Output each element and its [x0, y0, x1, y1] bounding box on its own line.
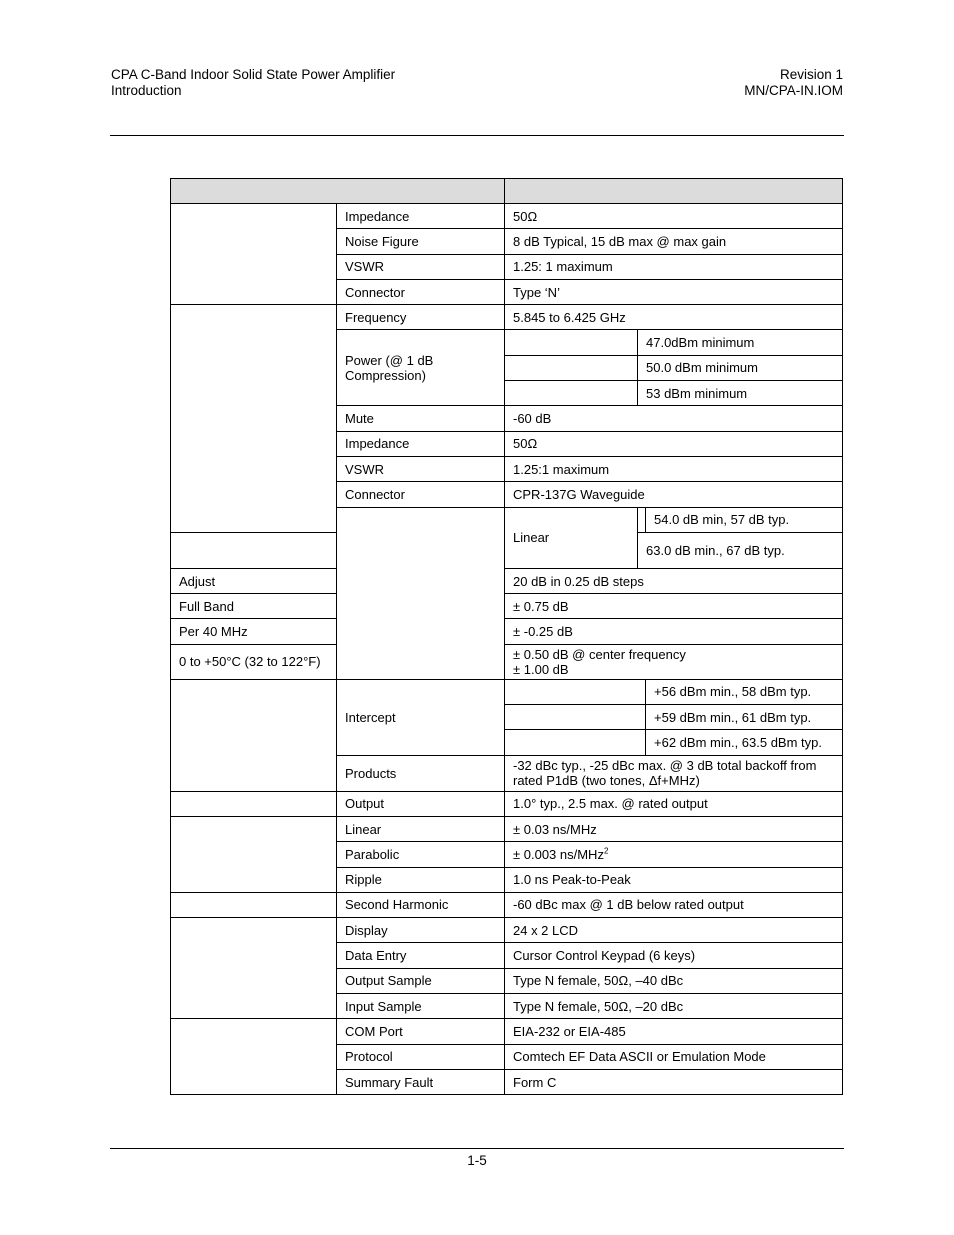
model-cell	[171, 532, 337, 568]
superscript: 2	[603, 846, 609, 856]
param-value: CPR-137G Waveguide	[505, 482, 843, 507]
table-row	[171, 204, 843, 229]
running-header-right	[744, 67, 843, 99]
model-cell	[505, 355, 638, 380]
group-cell-front-panel	[171, 918, 337, 1019]
param-label: Summary Fault	[337, 1069, 505, 1094]
param-value: EIA-232 or EIA-485	[505, 1019, 843, 1044]
table-row	[171, 619, 843, 644]
group-cell-delay	[171, 816, 337, 892]
value-line: rated P1dB (two tones, Δf+MHz)	[513, 773, 700, 789]
param-label: Connector	[337, 482, 505, 507]
param-value	[505, 842, 843, 867]
param-value: 50Ω	[505, 204, 843, 229]
model-cell	[505, 730, 646, 755]
model-cell	[638, 507, 646, 532]
param-value: 1.25: 1 maximum	[505, 254, 843, 279]
table-row	[171, 679, 843, 704]
table-row	[171, 1019, 843, 1044]
header-rule	[110, 135, 844, 136]
param-label: Data Entry	[337, 943, 505, 968]
param-label: Products	[337, 755, 505, 791]
table-row	[171, 305, 843, 330]
header-cell-parameter	[171, 179, 505, 204]
param-value: 20 dB in 0.25 dB steps	[505, 568, 843, 593]
param-value	[505, 644, 843, 679]
param-value: 47.0dBm minimum	[638, 330, 843, 355]
param-label: Connector	[337, 279, 505, 304]
group-cell-harmonics	[171, 892, 337, 917]
param-label: Power (@ 1 dB Compression)	[337, 330, 505, 406]
param-label: Output Sample	[337, 968, 505, 993]
param-value: 1.0° typ., 2.5 max. @ rated output	[505, 791, 843, 816]
value-line: -32 dBc typ., -25 dBc max. @ 3 dB total backoff from	[513, 758, 817, 774]
param-value: 5.845 to 6.425 GHz	[505, 305, 843, 330]
param-label: Linear	[337, 816, 505, 841]
table-row	[171, 816, 843, 841]
param-value: -60 dB	[505, 406, 843, 431]
param-value: 8 dB Typical, 15 dB max @ max gain	[505, 229, 843, 254]
table-header-row	[171, 179, 843, 204]
table-row	[171, 568, 843, 593]
header-cell-specification	[505, 179, 843, 204]
param-value: ± 0.75 dB	[505, 594, 843, 619]
param-label: 0 to +50°C (32 to 122°F)	[171, 644, 337, 679]
param-value: ± 0.03 ns/MHz	[505, 816, 843, 841]
param-label: Output	[337, 791, 505, 816]
param-label: Input Sample	[337, 994, 505, 1019]
model-cell	[505, 679, 646, 704]
model-cell	[505, 330, 638, 355]
param-value: Type N female, 50Ω, –40 dBc	[505, 968, 843, 993]
param-label: Impedance	[337, 431, 505, 456]
param-label: VSWR	[337, 254, 505, 279]
param-label: Display	[337, 918, 505, 943]
group-cell-input	[171, 204, 337, 305]
value-text: ± 0.003 ns/MHz	[513, 846, 604, 862]
param-value: 24 x 2 LCD	[505, 918, 843, 943]
table-row	[171, 892, 843, 917]
running-header-left	[111, 67, 395, 99]
param-value: Type ‘N’	[505, 279, 843, 304]
model-cell	[505, 705, 646, 730]
param-value: 53 dBm minimum	[638, 381, 843, 406]
table-row	[171, 644, 843, 679]
value-line: ± 1.00 dB	[513, 661, 569, 677]
param-value: 50Ω	[505, 431, 843, 456]
param-label: Noise Figure	[337, 229, 505, 254]
param-value: -60 dBc max @ 1 dB below rated output	[505, 892, 843, 917]
revision: Revision 1	[779, 67, 843, 82]
group-cell-remote	[171, 1019, 337, 1095]
table-row	[171, 791, 843, 816]
param-value: Cursor Control Keypad (6 keys)	[505, 943, 843, 968]
param-label: Full Band	[171, 594, 337, 619]
param-label: Linear	[505, 507, 638, 568]
document-number: MN/CPA-IN.IOM	[744, 83, 843, 98]
table-row	[171, 594, 843, 619]
param-value: ± -0.25 dB	[505, 619, 843, 644]
param-label: COM Port	[337, 1019, 505, 1044]
param-value: Form C	[505, 1069, 843, 1094]
param-label: Impedance	[337, 204, 505, 229]
param-value: +59 dBm min., 61 dBm typ.	[646, 705, 843, 730]
param-label: Frequency	[337, 305, 505, 330]
group-cell-ampm	[171, 791, 337, 816]
param-value	[505, 755, 843, 791]
section-name: Introduction	[111, 83, 182, 98]
param-value: +56 dBm min., 58 dBm typ.	[646, 679, 843, 704]
param-value: 54.0 dB min, 57 dB typ.	[646, 507, 843, 532]
param-value: Type N female, 50Ω, –20 dBc	[505, 994, 843, 1019]
group-cell-output	[171, 305, 337, 533]
param-value: 1.25:1 maximum	[505, 456, 843, 481]
specification-table	[170, 178, 843, 1095]
document-title: CPA C-Band Indoor Solid State Power Amplifier	[111, 67, 396, 82]
param-label: Per 40 MHz	[171, 619, 337, 644]
param-label: Protocol	[337, 1044, 505, 1069]
table-row	[171, 918, 843, 943]
param-label: Mute	[337, 406, 505, 431]
page-number: 1-5	[467, 1153, 487, 1168]
param-value: +62 dBm min., 63.5 dBm typ.	[646, 730, 843, 755]
param-value: 50.0 dBm minimum	[638, 355, 843, 380]
group-cell-intermod	[171, 679, 337, 791]
param-label: Parabolic	[337, 842, 505, 867]
param-value: Comtech EF Data ASCII or Emulation Mode	[505, 1044, 843, 1069]
group-cell-gain	[337, 507, 505, 679]
model-cell	[505, 381, 638, 406]
param-value: 63.0 dB min., 67 dB typ.	[638, 532, 843, 568]
param-value: 1.0 ns Peak-to-Peak	[505, 867, 843, 892]
param-label: Intercept	[337, 679, 505, 755]
param-label: Adjust	[171, 568, 337, 593]
value-line: ± 0.50 dB @ center frequency	[513, 646, 686, 662]
param-label: VSWR	[337, 456, 505, 481]
param-label: Ripple	[337, 867, 505, 892]
footer-rule	[110, 1148, 844, 1149]
param-label: Second Harmonic	[337, 892, 505, 917]
